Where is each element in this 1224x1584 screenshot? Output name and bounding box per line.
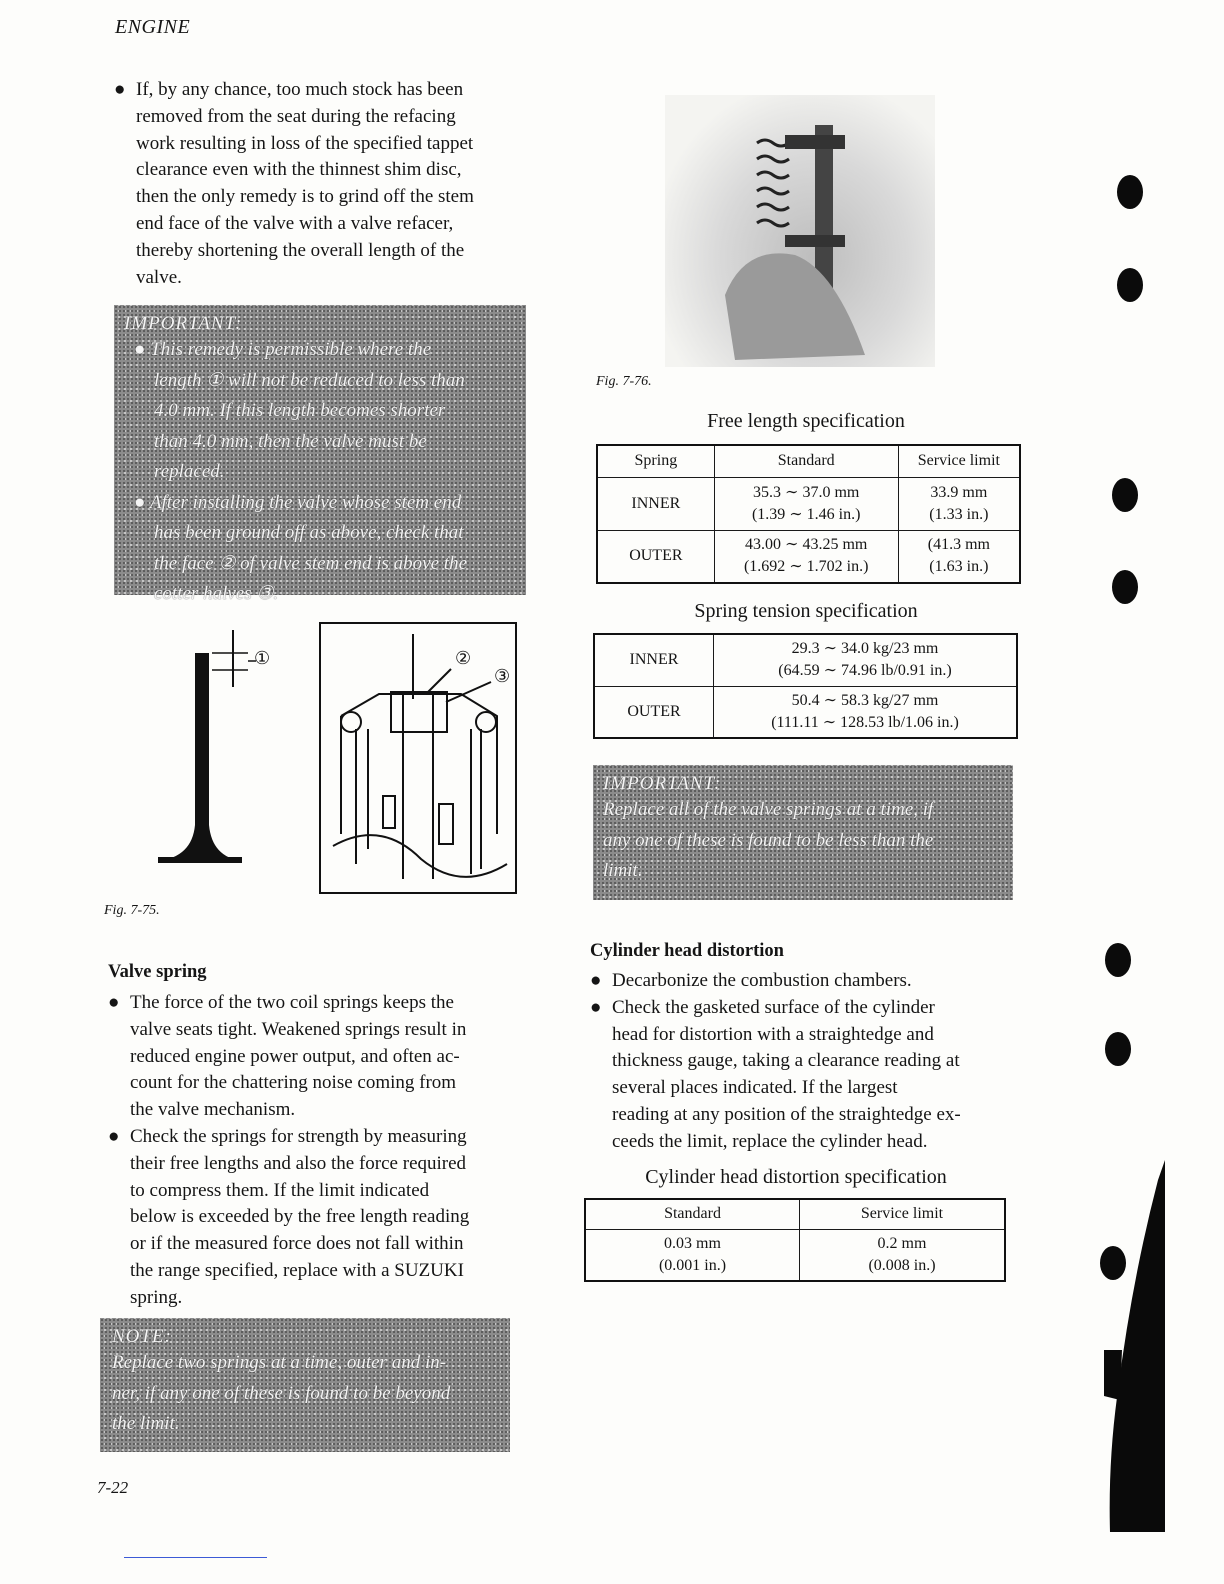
cell-line: (1.33 in.) [929, 505, 989, 523]
limit-cell [800, 1229, 1006, 1281]
text-line: ● After installing the valve whose stem end [134, 491, 462, 513]
text-line: to compress them. If the limit indicated [130, 1179, 430, 1201]
bullet-icon: ● [590, 970, 602, 991]
callout-2: ② [455, 648, 472, 668]
text-line: Replace two springs at a time, outer and in- [112, 1352, 447, 1373]
tension-caption: Spring tension specification [694, 600, 918, 622]
bullet-icon: ● [108, 1125, 120, 1147]
text-line: has been ground off as above, check that [154, 522, 464, 543]
text-line: the valve mechanism. [130, 1099, 296, 1121]
text-line: If, by any chance, too much stock has been [136, 79, 464, 100]
important-box-2 [593, 765, 1013, 900]
caliper-spring-drawing [665, 95, 935, 367]
distortion-bullet-1 [586, 968, 1011, 995]
text-line: 4.0 mm. If this length becomes shorter [154, 400, 446, 421]
cell-line: (1.63 in.) [929, 558, 989, 576]
cell-line: (41.3 mm [927, 536, 990, 554]
text-line: thickness gauge, taking a clearance reading at [612, 1050, 960, 1072]
important-title: IMPORTANT: [124, 313, 243, 334]
important-box-1 [114, 305, 526, 604]
valve-spring-heading: Valve spring [108, 962, 207, 982]
text-line: thereby shortening the overall length of the [136, 239, 465, 261]
text-line: reduced engine power output, and often ac- [130, 1045, 460, 1067]
scan-edge-line [124, 1557, 267, 1558]
text-line: Check the springs for strength by measuring [130, 1125, 467, 1147]
table-header-row [585, 1199, 1005, 1229]
text-line: the limit. [112, 1413, 180, 1434]
binder-hole-mark [1105, 1032, 1131, 1066]
distortion-bullet-2 [586, 995, 1011, 1156]
value-cell [714, 686, 1018, 738]
binder-hole-mark [1105, 943, 1131, 977]
cell-line: 0.03 mm [664, 1234, 721, 1252]
text-line: clearance even with the thinnest shim disc, [136, 159, 462, 181]
spring-cell: OUTER [594, 686, 714, 738]
text-line: replaced. [154, 461, 225, 482]
spring-cell: INNER [594, 634, 714, 686]
standard-cell [585, 1229, 800, 1281]
text-line: their free lengths and also the force required [130, 1152, 467, 1174]
text-line: length ① will not be reduced to less than [154, 369, 465, 391]
free-length-table [596, 444, 1021, 584]
distortion-table [584, 1198, 1006, 1282]
table-header-row [597, 445, 1020, 477]
intro-paragraph [110, 77, 530, 291]
bullet-icon: ● [590, 996, 602, 1018]
text-line: then the only remedy is to grind off the stem [136, 186, 474, 208]
bullet-icon: ● [108, 992, 120, 1013]
cell-line: 50.4 ∼ 58.3 kg/27 mm [791, 691, 939, 709]
valve-spring-bullet-2 [104, 1124, 524, 1312]
bullet-icon: ● [114, 79, 126, 100]
cell-line: 0.2 mm [877, 1234, 927, 1252]
text-line: than 4.0 mm, then the valve must be [154, 430, 427, 452]
text-line: reading at any position of the straightedge ex- [612, 1103, 961, 1125]
standard-cell [714, 530, 898, 583]
spring-cell: INNER [597, 477, 714, 530]
text-line: the face ② of valve stem end is above the [154, 552, 468, 574]
cell-line: (0.001 in.) [658, 1256, 727, 1274]
important-title: IMPORTANT: [603, 773, 722, 794]
limit-cell [898, 477, 1020, 530]
text-line: ceeds the limit, replace the cylinder head. [612, 1130, 928, 1152]
free-length-caption: Free length specification [707, 410, 905, 432]
fig-76-label: Fig. 7-76. [596, 374, 652, 389]
text-line: valve seats tight. Weakened springs result in [130, 1018, 467, 1040]
note-title: NOTE: [112, 1326, 172, 1347]
page-edge-shadow [1060, 1160, 1170, 1560]
valve-spring-text [104, 990, 524, 1312]
binder-hole-mark [1112, 478, 1138, 512]
header-cell: Service limit [800, 1199, 1006, 1229]
cell-line: (1.39 ∼ 1.46 in.) [751, 505, 861, 523]
standard-cell [714, 477, 898, 530]
text-line: the range specified, replace with a SUZUKI [130, 1259, 464, 1281]
valve-spring-bullet-1 [104, 990, 524, 1124]
text-line: Decarbonize the combustion chambers. [612, 970, 912, 991]
binder-hole-mark [1112, 570, 1138, 604]
intro-bullet [110, 77, 530, 291]
text-line: Replace all of the valve springs at a time, if [603, 799, 934, 820]
distortion-text [586, 968, 1011, 1156]
header-cell: Standard [585, 1199, 800, 1229]
cross-section-drawing [321, 624, 515, 892]
text-line: count for the chattering noise coming from [130, 1072, 457, 1094]
distortion-heading: Cylinder head distortion [590, 941, 784, 961]
header-cell: Standard [714, 445, 898, 477]
text-line: end face of the valve with a valve refacer, [136, 212, 454, 234]
text-line: any one of these is found to be less than the [603, 829, 934, 851]
text-line: cotter halves ③. [154, 583, 279, 604]
fig-75-label: Fig. 7-75. [104, 903, 160, 918]
text-line: work resulting in loss of the specified tappet [136, 132, 474, 154]
header-cell: Spring [597, 445, 714, 477]
callout-1: ① [254, 648, 271, 668]
tension-table [593, 633, 1018, 739]
text-line: limit. [603, 860, 643, 881]
cell-line: 43.00 ∼ 43.25 mm [745, 536, 868, 554]
spring-measurement-photo [665, 95, 935, 367]
cell-line: 33.9 mm [930, 483, 988, 501]
text-line: below is exceeded by the free length reading [130, 1206, 470, 1228]
callout-3: ③ [494, 666, 511, 686]
text-line: ner, if any one of these is found to be beyond [112, 1382, 451, 1404]
text-line: Check the gasketed surface of the cylinder [612, 996, 935, 1018]
section-header: ENGINE [115, 16, 191, 38]
valve-diagram [150, 625, 300, 870]
text-line: spring. [130, 1286, 183, 1308]
text-line: head for distortion with a straightedge and [612, 1023, 934, 1045]
table-row [594, 634, 1017, 686]
text-line: ● This remedy is permissible where the [134, 339, 432, 360]
table-row [597, 530, 1020, 583]
binder-hole-mark [1117, 175, 1143, 209]
cell-line: 29.3 ∼ 34.0 kg/23 mm [791, 640, 939, 658]
text-line: The force of the two coil springs keeps the [130, 992, 454, 1013]
cell-line: (1.692 ∼ 1.702 in.) [743, 558, 869, 576]
text-line: valve. [136, 266, 182, 288]
distortion-table-caption: Cylinder head distortion specification [645, 1166, 947, 1188]
cell-line: (64.59 ∼ 74.96 lb/0.91 in.) [778, 662, 952, 680]
limit-cell [898, 530, 1020, 583]
cell-line: 35.3 ∼ 37.0 mm [753, 483, 860, 501]
text-line: or if the measured force does not fall within [130, 1233, 464, 1255]
valve-cross-section [319, 622, 517, 894]
cell-line: (0.008 in.) [868, 1256, 936, 1274]
page-number: 7-22 [97, 1478, 129, 1497]
binder-hole-mark [1117, 268, 1143, 302]
table-row [594, 686, 1017, 738]
note-box [100, 1318, 510, 1452]
value-cell [714, 634, 1018, 686]
cell-line: (111.11 ∼ 128.53 lb/1.06 in.) [771, 713, 959, 731]
table-row [597, 477, 1020, 530]
table-row [585, 1229, 1005, 1281]
text-line: removed from the seat during the refacing [136, 105, 456, 127]
text-line: several places indicated. If the largest [612, 1077, 898, 1099]
spring-cell: OUTER [597, 530, 714, 583]
header-cell: Service limit [898, 445, 1020, 477]
